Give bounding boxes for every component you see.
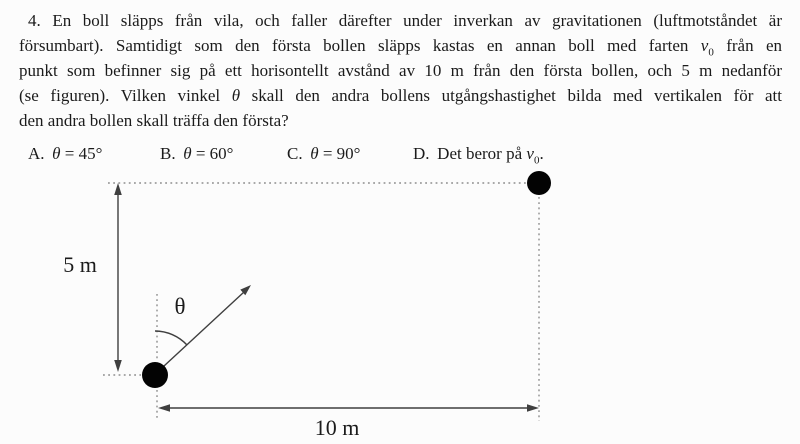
line2-pre: försumbart). Samtidigt som den första bollen släpps kastas en annan boll med farten (19, 36, 701, 55)
theta-symbol: θ (231, 86, 241, 105)
option-a-theta: θ (52, 144, 61, 163)
arrowhead-5m-top (114, 183, 122, 195)
distance-5m-label: 5 m (63, 252, 97, 277)
figure-diagram (0, 164, 600, 444)
problem-text-line4 (19, 83, 782, 108)
option-c (287, 141, 360, 166)
arrowhead-5m-bottom (114, 360, 122, 372)
option-d (413, 141, 544, 166)
option-b-value: = 60° (191, 144, 234, 163)
option-d-velocity-subscript: 0 (533, 154, 540, 167)
problem-text-line2 (19, 33, 782, 58)
arrowhead-10m-right (527, 404, 539, 412)
velocity-subscript: 0 (708, 46, 714, 58)
option-c-theta: θ (310, 144, 319, 163)
first-ball (527, 171, 551, 195)
answer-options (0, 141, 800, 166)
line2-post: från en (713, 36, 782, 55)
option-c-value: = 90° (318, 144, 361, 163)
option-a-letter: A. (28, 144, 45, 163)
second-ball (142, 362, 168, 388)
problem-text-line5: den andra bollen skall träffa den första? (19, 111, 289, 130)
option-d-velocity-symbol: v (526, 144, 534, 163)
option-c-letter: C. (287, 144, 303, 163)
velocity-symbol: v (700, 36, 709, 55)
line4-post: skall den andra bollens utgångshastighet bilda med vertikalen för att (240, 86, 782, 105)
angle-arc (155, 331, 187, 345)
option-d-text: Det beror på (437, 144, 527, 163)
problem-text-line1: 4. En boll släpps från vila, och faller därefter under inverkan av gravitationen (luftmotståndet är (28, 11, 782, 30)
option-d-period: . (539, 144, 544, 163)
arrowhead-10m-left (158, 404, 170, 412)
option-d-letter: D. (413, 144, 430, 163)
distance-10m-label: 10 m (314, 415, 360, 440)
option-b-theta: θ (183, 144, 192, 163)
problem-text-line3: punkt som befinner sig på ett horisontellt avstånd av 10 m från den första bollen, och 5 m nedanför (19, 61, 782, 80)
option-a (28, 141, 102, 166)
option-b-letter: B. (160, 144, 176, 163)
option-b (160, 141, 233, 166)
angle-theta-label: θ (174, 294, 186, 319)
line4-pre: (se figuren). Vilken vinkel (19, 86, 232, 105)
problem-statement (19, 8, 782, 133)
option-a-value: = 45° (60, 144, 103, 163)
